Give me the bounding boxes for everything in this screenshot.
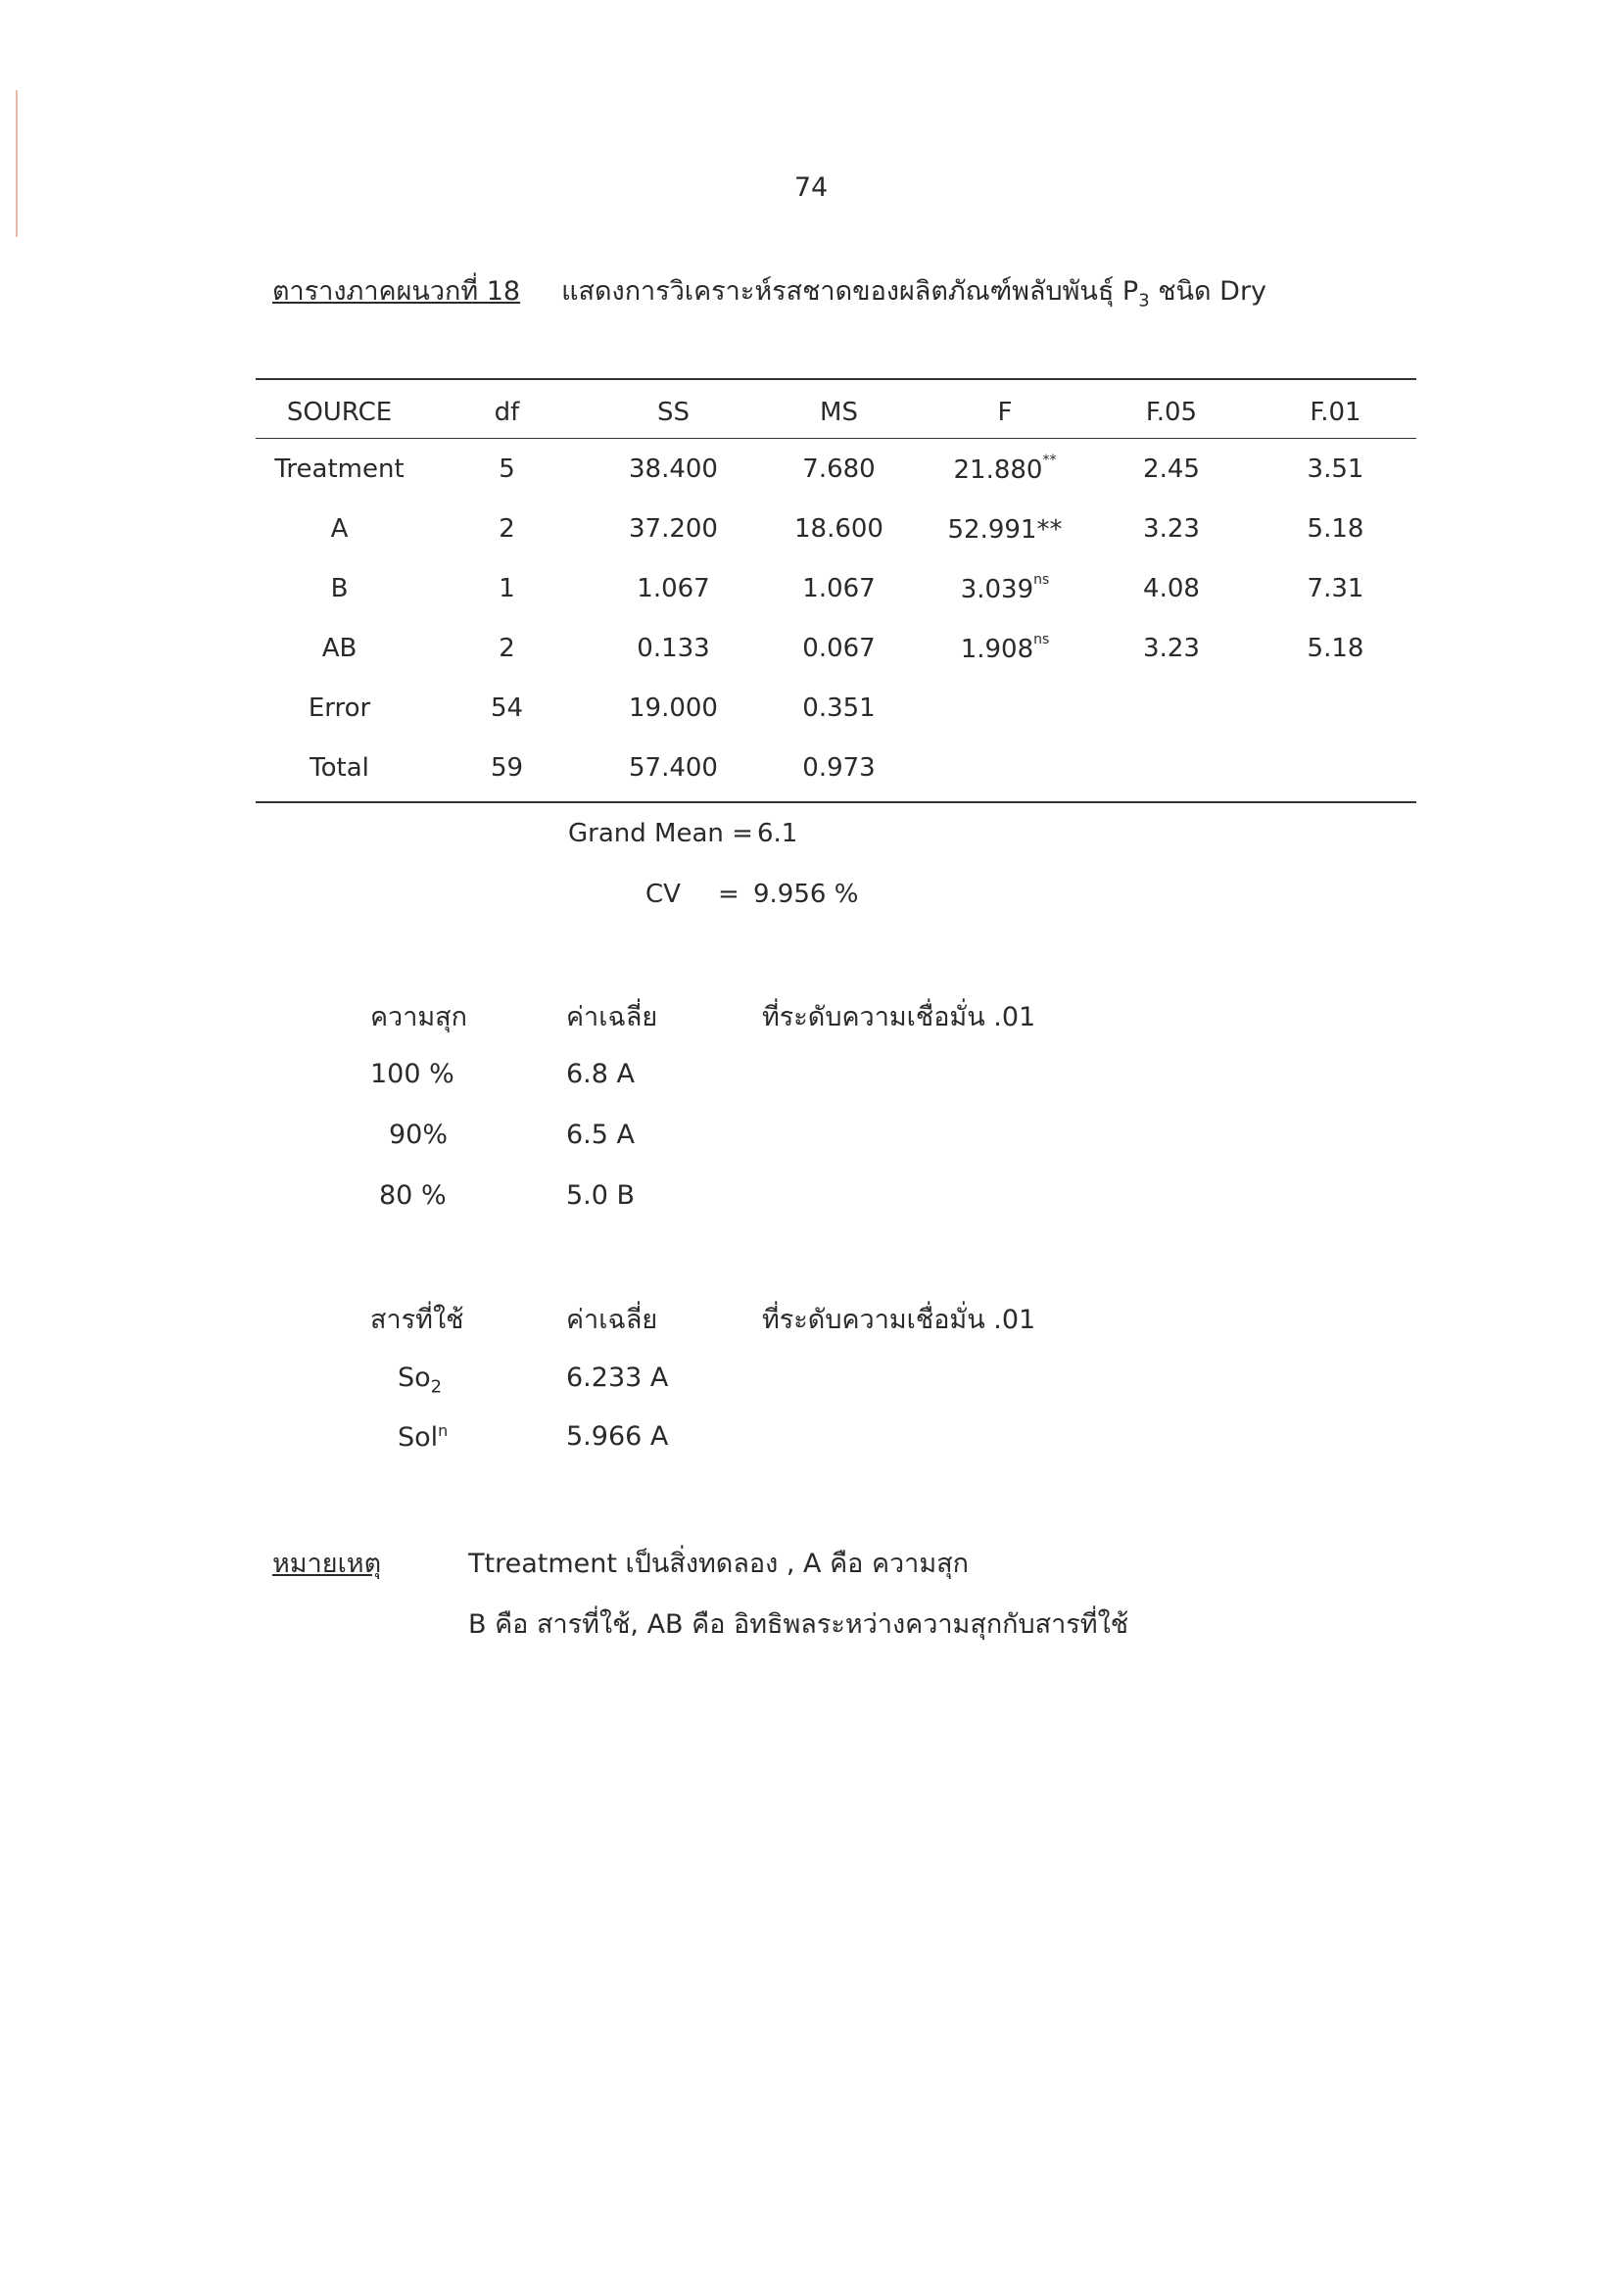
header-f01: F.01 xyxy=(1310,398,1361,427)
cell-df: 1 xyxy=(499,573,515,603)
cell-ms: 0.973 xyxy=(802,752,876,783)
caption-subscript: 3 xyxy=(1138,290,1150,311)
cell-f05 xyxy=(1088,738,1255,797)
cell-ss: 38.400 xyxy=(629,454,718,484)
cell-source: AB xyxy=(321,633,358,663)
cell-ss: 57.400 xyxy=(629,752,718,783)
substance-level-header: ที่ระดับความเชื่อมั่น .01 xyxy=(762,1305,1036,1335)
ripeness-header: ความสุก xyxy=(370,1002,468,1032)
page-edge-mark xyxy=(16,90,18,237)
significance-mark: ns xyxy=(1033,632,1050,647)
header-f05: F.05 xyxy=(1145,398,1198,427)
cv-label: CV xyxy=(645,880,681,909)
header-ss: SS xyxy=(656,398,690,427)
cell-f xyxy=(922,678,1088,738)
cell-source: Treatment xyxy=(274,454,405,484)
cell-ms: 7.680 xyxy=(802,454,876,484)
table-row xyxy=(256,678,1416,738)
ripeness-level-header: ที่ระดับความเชื่อมั่น .01 xyxy=(762,1002,1036,1032)
cell-f xyxy=(922,738,1088,797)
f-value: 3.039 xyxy=(960,575,1034,604)
cell-ms: 0.067 xyxy=(802,633,876,663)
cell-ss: 19.000 xyxy=(629,693,718,723)
f-value: 52.991** xyxy=(947,515,1063,545)
cell-df: 2 xyxy=(499,633,515,663)
substance-value xyxy=(398,1363,442,1397)
cell-df: 54 xyxy=(490,693,524,723)
cell-ms: 0.351 xyxy=(802,693,876,723)
table-header-row xyxy=(256,386,1416,439)
ripeness-value: 100 % xyxy=(370,1059,454,1089)
note-line-1: Ttreatment เป็นสิ่งทดลอง , A คือ ความสุก xyxy=(468,1549,969,1579)
ripeness-mean: 6.5 A xyxy=(566,1120,635,1150)
f-value: 1.908 xyxy=(960,635,1034,664)
significance-mark: ** xyxy=(1042,453,1057,468)
table-top-rule xyxy=(256,378,1416,380)
cell-f xyxy=(922,439,1088,499)
cell-df: 5 xyxy=(499,454,515,484)
cell-source: Total xyxy=(310,752,369,783)
cv-value: 9.956 % xyxy=(753,880,859,909)
cell-f05: 3.23 xyxy=(1143,633,1200,663)
caption-text: แสดงการวิเคราะห์รสชาดของผลิตภัณฑ์พลับพันธุ์ P xyxy=(561,276,1139,307)
substance-mean-header: ค่าเฉลี่ย xyxy=(566,1305,658,1335)
grand-mean-label: Grand Mean = xyxy=(568,819,753,848)
substance-value xyxy=(398,1421,448,1453)
substance-header: สารที่ใช้ xyxy=(370,1305,464,1335)
note-label: หมายเหตุ xyxy=(272,1549,382,1579)
cell-ms: 1.067 xyxy=(802,573,876,603)
cell-f01: 5.18 xyxy=(1307,513,1364,544)
table-row xyxy=(256,618,1416,678)
substance-subscript: 2 xyxy=(430,1376,443,1398)
cell-f05 xyxy=(1088,678,1255,738)
substance-mean: 5.966 A xyxy=(566,1421,669,1452)
header-source: SOURCE xyxy=(286,398,393,427)
table-row xyxy=(256,738,1416,797)
substance-mean: 6.233 A xyxy=(566,1363,669,1393)
table-row xyxy=(256,558,1416,618)
cv-equals: = xyxy=(718,880,739,909)
ripeness-mean-header: ค่าเฉลี่ย xyxy=(566,1002,658,1032)
cell-f01: 3.51 xyxy=(1307,454,1364,484)
header-df: df xyxy=(494,398,520,427)
cell-ss: 0.133 xyxy=(637,633,710,663)
ripeness-value: 80 % xyxy=(379,1180,447,1211)
header-f: F xyxy=(997,398,1013,427)
cell-f05: 3.23 xyxy=(1143,513,1200,544)
table-bottom-rule xyxy=(256,801,1416,803)
caption-text-end: ชนิด Dry xyxy=(1149,276,1267,307)
cell-f xyxy=(922,499,1088,558)
note-line-2: B คือ สารที่ใช้, AB คือ อิทธิพลระหว่างความสุกกับสารที่ใช้ xyxy=(468,1609,1129,1640)
page-number: 74 xyxy=(793,172,829,203)
cell-f01: 5.18 xyxy=(1307,633,1364,663)
caption-label: ตารางภาคผนวกที่ 18 xyxy=(272,276,521,307)
ripeness-mean: 5.0 B xyxy=(566,1180,636,1211)
cell-ms: 18.600 xyxy=(794,513,883,544)
substance-name: So xyxy=(398,1363,431,1393)
substance-superscript: n xyxy=(438,1421,449,1440)
table-row xyxy=(256,499,1416,558)
significance-mark: ns xyxy=(1033,572,1050,588)
header-ms: MS xyxy=(820,398,858,427)
table-caption xyxy=(272,269,1266,311)
cell-f xyxy=(922,618,1088,678)
cell-df: 59 xyxy=(490,752,524,783)
cell-f01: 7.31 xyxy=(1307,573,1364,603)
cell-source: A xyxy=(330,513,349,544)
cell-source: Error xyxy=(308,693,371,723)
table-row xyxy=(256,439,1416,499)
cell-ss: 37.200 xyxy=(629,513,718,544)
cell-f05: 2.45 xyxy=(1143,454,1200,484)
cell-source: B xyxy=(330,573,349,603)
cell-ss: 1.067 xyxy=(637,573,710,603)
ripeness-value: 90% xyxy=(389,1120,449,1150)
cell-f01 xyxy=(1255,738,1416,797)
cell-f05: 4.08 xyxy=(1143,573,1200,603)
cell-df: 2 xyxy=(499,513,515,544)
f-value: 21.880 xyxy=(953,455,1043,485)
cell-f01 xyxy=(1255,678,1416,738)
grand-mean-value: 6.1 xyxy=(757,819,798,848)
anova-table xyxy=(256,386,1416,797)
ripeness-mean: 6.8 A xyxy=(566,1059,635,1089)
cell-f xyxy=(922,558,1088,618)
substance-name: Sol xyxy=(398,1422,439,1453)
